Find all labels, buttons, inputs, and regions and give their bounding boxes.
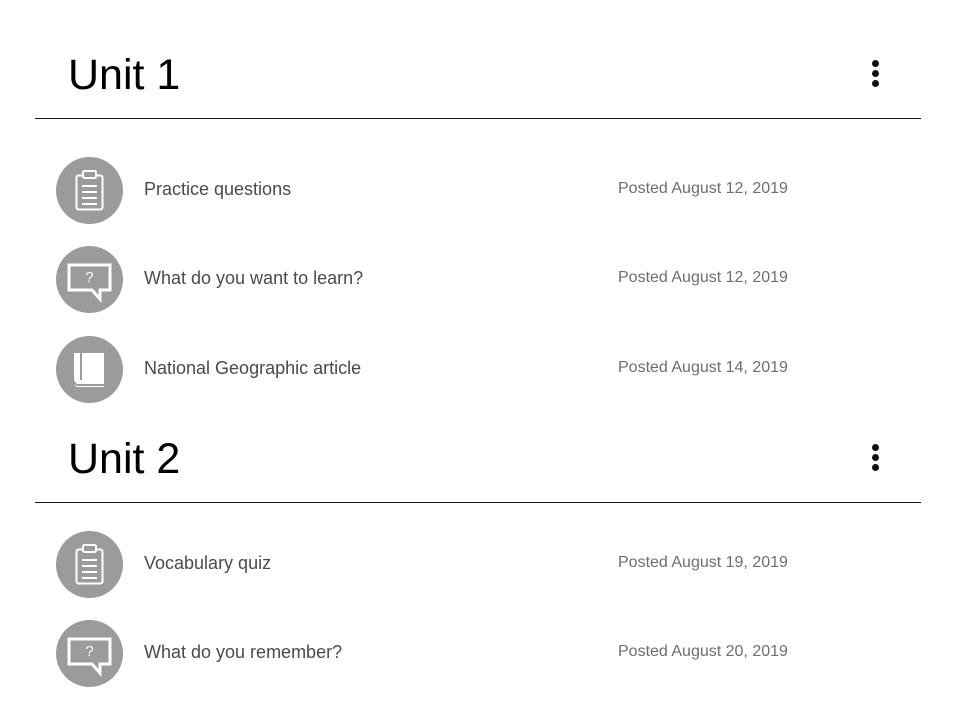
item-posted-date: Posted August 12, 2019 [618, 269, 788, 286]
unit-2-header [35, 434, 921, 494]
question-mark-glyph: ? [85, 643, 94, 660]
question-bubble-icon [56, 620, 123, 687]
item-posted-date: Posted August 14, 2019 [618, 359, 788, 376]
list-item-vocabulary-quiz[interactable] [56, 531, 836, 597]
item-title: National Geographic article [144, 358, 362, 378]
item-title: Vocabulary quiz [144, 553, 272, 573]
list-item-what-do-you-want-to-learn[interactable] [56, 246, 836, 312]
unit-2-more-options-button[interactable] [863, 444, 887, 478]
item-posted-date: Posted August 12, 2019 [618, 180, 788, 197]
unit-1-header [35, 50, 921, 110]
item-title: Practice questions [144, 179, 292, 199]
unit-2-divider [35, 502, 921, 503]
unit-title: Unit 2 [68, 435, 181, 483]
item-posted-date: Posted August 19, 2019 [618, 554, 788, 571]
more-vert-icon-dot [872, 60, 879, 67]
more-vert-icon-dot [872, 80, 879, 87]
unit-1-more-options-button[interactable] [863, 60, 887, 94]
unit-1-divider [35, 118, 921, 119]
clipboard-icon [56, 531, 123, 598]
list-item-practice-questions[interactable] [56, 157, 836, 223]
question-mark-glyph: ? [85, 269, 94, 286]
unit-title: Unit 1 [68, 51, 181, 99]
more-vert-icon-dot [872, 454, 879, 461]
clipboard-icon [56, 157, 123, 224]
list-item-national-geographic-article[interactable] [56, 336, 836, 402]
list-item-what-do-you-remember[interactable] [56, 620, 836, 686]
item-title: What do you remember? [144, 642, 343, 662]
question-bubble-icon [56, 246, 123, 313]
more-vert-icon-dot [872, 70, 879, 77]
book-icon [56, 336, 123, 403]
more-vert-icon-dot [872, 444, 879, 451]
more-vert-icon-dot [872, 464, 879, 471]
item-posted-date: Posted August 20, 2019 [618, 643, 788, 660]
item-title: What do you want to learn? [144, 268, 364, 288]
